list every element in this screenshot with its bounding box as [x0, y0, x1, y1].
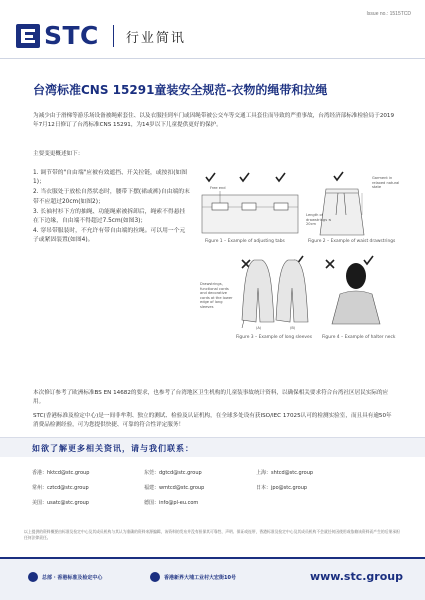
contact-email[interactable]: 东莞：dgtcd@stc.group	[144, 470, 202, 476]
footer-rule	[0, 557, 425, 559]
list-item: 3. 长袖衬衫下方的抽绳、功能绳索被拆卸后，绳索不得悬挂在下边缘，自由端不得超过7.5cm(如图3)；	[33, 208, 186, 225]
figure-2-illustration	[306, 171, 378, 237]
figure-3-caption: Figure 3 – Example of long sleeves	[236, 335, 313, 340]
footer-address: 香港新界大埔工业村大宏街10号	[164, 575, 236, 581]
page-title: 台湾标准CNS 15291童装安全规范-衣物的绳带和拉绳	[33, 83, 328, 97]
header-divider	[113, 25, 114, 47]
contact-title: 如欲了解更多相关资讯，请与我们联系：	[32, 444, 194, 453]
label-a: (A)	[256, 326, 262, 330]
footer-website[interactable]: www.stc.group	[309, 570, 403, 583]
summary-heading: 主要变更概述如下：	[33, 151, 84, 157]
figure-1-caption: Figure 1 – Example of adjusting tabs	[205, 239, 285, 244]
footer-headquarters: 总部 · 香港标准及检定中心	[42, 575, 103, 581]
headquarters-icon	[28, 572, 38, 582]
stc-paragraph: STC(香港标准及检定中心)是一间非牟利、独立的测试、检验及认证机构，在全球多处设有获ISO/IEC 17025认可的检测实验室，而且具有逾50年消费品检测经验，可为您提供快捷、可靠的符合性评定服务！	[33, 413, 392, 428]
section-title: 行业简讯	[125, 30, 186, 46]
figure-1-illustration	[198, 171, 302, 237]
contact-email[interactable]: 美国：usatc@stc.group	[32, 500, 89, 506]
disclaimer: 以上提供的资料概要由标准及检定中心及其成员机构与其认为准确的资料来源编辑，该资料的发布并没有担保其可靠性、声明、保证或连带，香港标准及检定中心及其成员机构不会就任何因使用或依赖该资料而产生的后果承担任何法律责任。	[24, 529, 400, 540]
contact-email[interactable]: 福建：wmtcd@stc.group	[144, 485, 205, 491]
contact-email[interactable]: 上海：shtcd@stc.group	[256, 470, 314, 476]
figure-2-caption: Figure 2 – Example of waist drawstrings	[308, 239, 396, 244]
garment-note: Garment in relaxed natural state	[372, 176, 400, 190]
list-item: 4. 穿吊带服装时，不允许有带自由端的拉绳。可以用一个元子或紧固装置(如图4)。	[33, 228, 186, 244]
contact-email[interactable]: 日本：jpo@stc.group	[256, 485, 308, 491]
header	[16, 20, 411, 52]
stc-logo-icon	[16, 24, 40, 48]
length-label: Length of drawstrings ≤ 20cm	[306, 213, 332, 227]
contact-email[interactable]: 德国：info@pl-eu.com	[144, 500, 199, 506]
brand-name: STC	[44, 21, 99, 50]
revision-paragraph: 本次修订参考了欧洲标准BS EN 14682的要求，也参考了台湾地区卫生机构的儿童装事故统计资料，以确保相关要求符合台湾社区居民实际的应用。	[33, 390, 389, 405]
location-icon	[150, 572, 160, 582]
change-list	[33, 169, 191, 247]
figure-3-illustration	[236, 254, 318, 332]
sleeve-note: Drawstrings, functional cords and decorative cords at the lower edge of long sleeves	[200, 282, 233, 309]
figure-4-illustration	[320, 254, 390, 332]
intro-paragraph: 为减少由于滑梯等游乐场设备被绳索套住、以及衣服挂到车门或因绳带被公交车等交通工具套住而导致的严重事故，台湾经济部标准检验局于2019年7月12日修订了台湾标准CNS 15291，为14岁以下儿童提供更好的保护。	[33, 113, 395, 128]
figure-4-caption: Figure 4 – Example of halter neck	[322, 335, 396, 340]
list-item: 2. 当衣服处于放松自然状态时，腰带下摆(裙或裤)自由端的末带不应超过20cm(如图2)；	[33, 189, 190, 205]
issue-number: Issue no.: 1515TCD	[366, 11, 411, 17]
header-rule	[0, 58, 425, 59]
contact-email[interactable]: 香港：hktcd@stc.group	[32, 470, 90, 476]
label-b: (B)	[290, 326, 296, 330]
contact-email[interactable]: 常州：cztcd@stc.group	[32, 485, 89, 491]
list-item: 1. 调节带的"自由端"应被有效遮挡、开关拉链，或按扣(如图1)；	[33, 170, 188, 186]
free-end-label: Free end	[210, 186, 226, 190]
